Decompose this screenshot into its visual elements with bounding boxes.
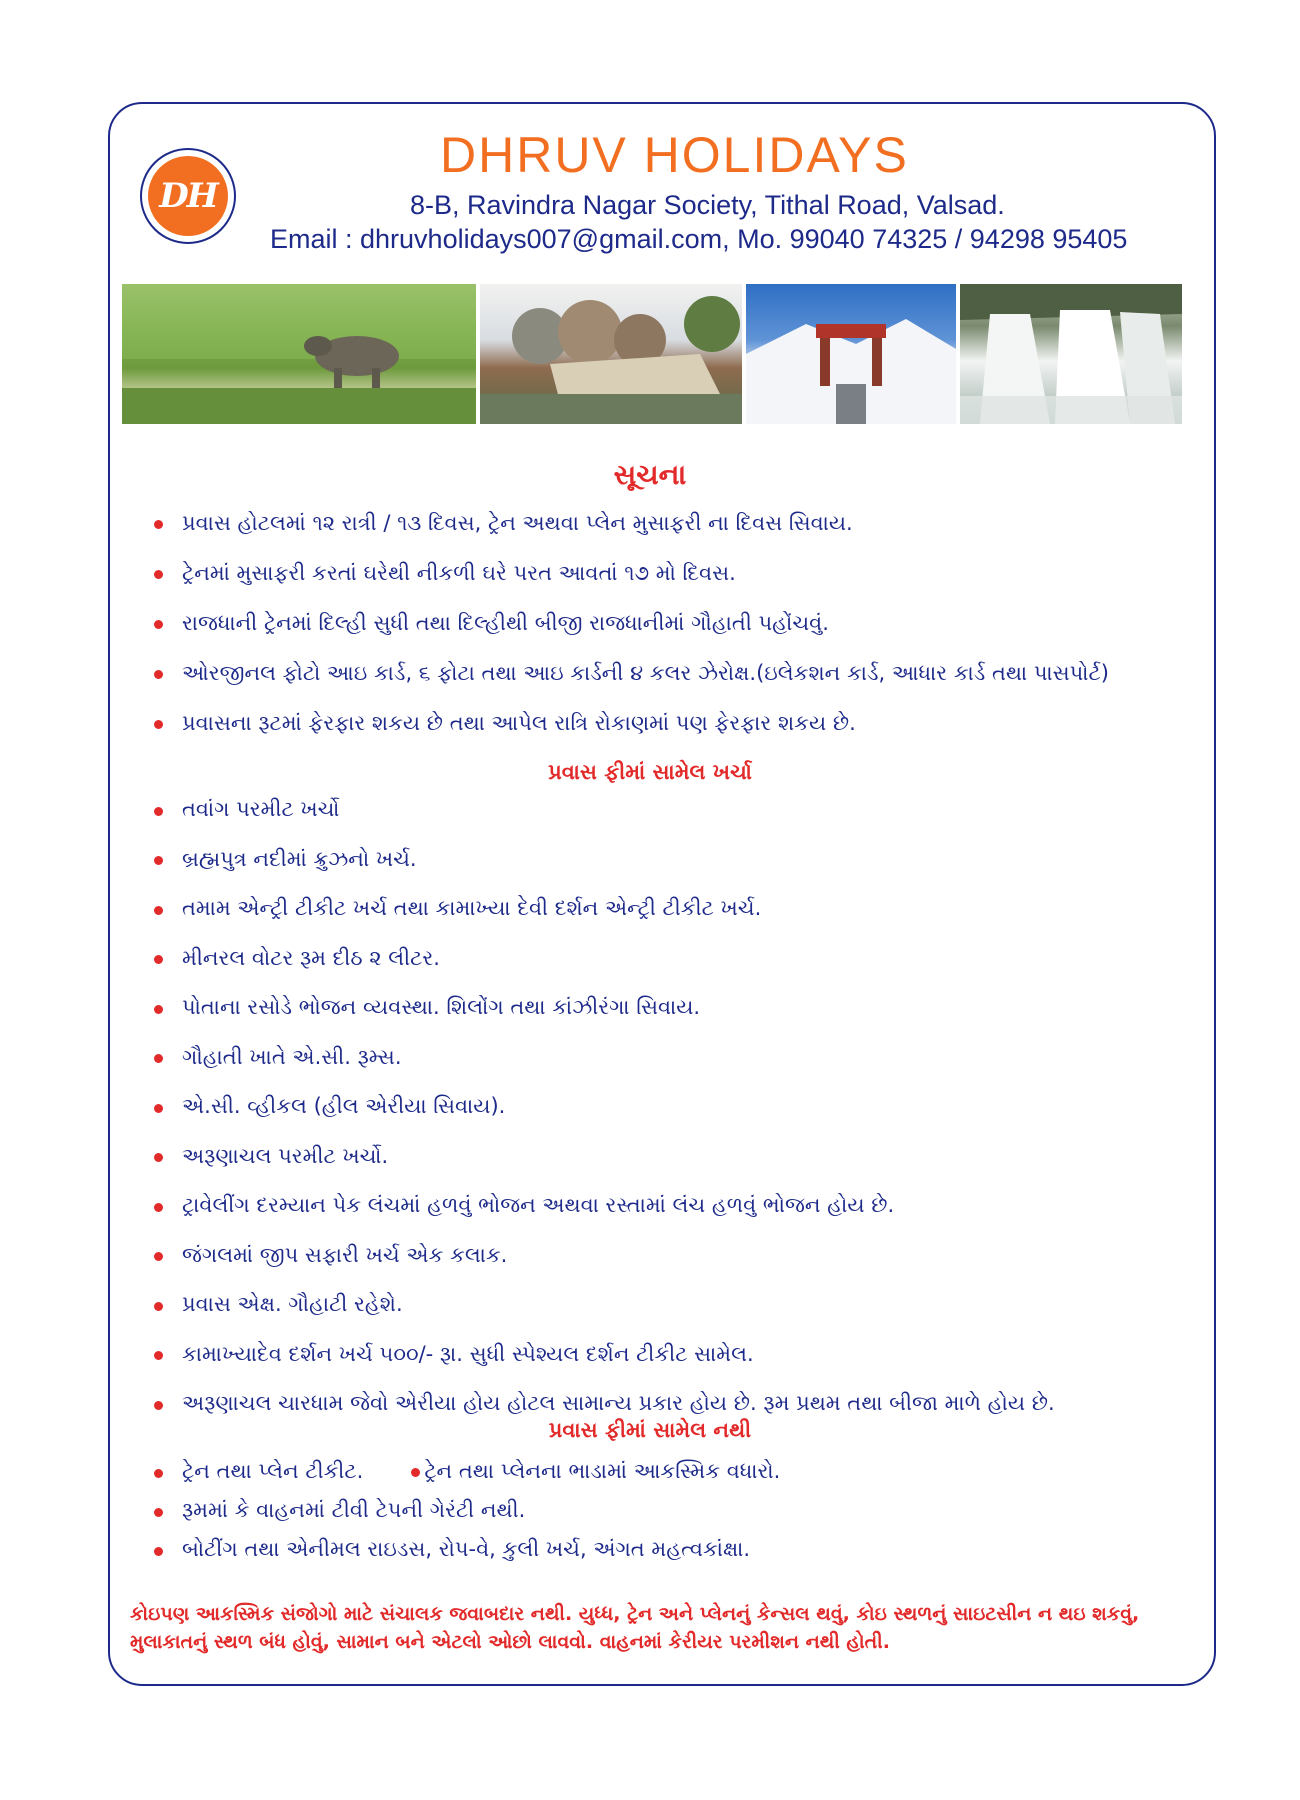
bullet-icon [154,1401,163,1410]
list-item [150,785,1210,835]
list-item-text: જંગલમાં જીપ સફારી ખર્ચ એક કલાક. [182,1242,508,1267]
list-item-text: એ.સી. વ્હીકલ (હીલ એરીયા સિવાય). [182,1094,506,1118]
list-item [150,1231,1210,1281]
company-logo [140,148,236,244]
bullet-icon [154,1203,163,1212]
list-item [150,1181,1210,1231]
included-list [150,785,1210,1429]
rhino-photo [122,284,476,424]
list-item [150,983,1210,1033]
bullet-icon [154,906,163,915]
included-title: પ્રવાસ ફીમાં સામેલ ખર્ચા [548,760,752,784]
list-item [150,1452,1210,1491]
list-item [150,835,1210,885]
gate-photo [746,284,956,424]
list-item-text: ટ્રેન તથા પ્લેન ટીકીટ. [182,1459,364,1483]
bullet-icon [154,1005,163,1014]
bullet-icon [154,1104,163,1113]
bullet-icon [154,856,163,865]
list-item-text: બોટીંગ તથા એનીમલ રાઇડસ, રોપ-વે, કુલી ખર્ચ, અંગત મહત્વકાંક્ષા. [182,1537,751,1561]
company-contact: Email : dhruvholidays007@gmail.com, Mo. 99040 74325 / 94298 95405 [270,224,1128,254]
list-item [150,1530,1210,1569]
list-item-text: તમામ એન્ટ્રી ટીકીટ ખર્ચ તથા કામાખ્યા દેવી દર્શન એન્ટ્રી ટીકીટ ખર્ચ. [182,896,762,920]
bullet-icon [154,1547,163,1556]
list-item [150,698,1210,748]
list-item-text: ટ્રેન તથા પ્લેનના ભાડામાં આકસ્મિક વધારો. [424,1459,781,1483]
bullet-icon [154,1351,163,1360]
list-item-text: પ્રવાસના રૂટમાં ફેરફાર શકય છે તથા આપેલ રાત્રિ રોકાણમાં પણ ફેરફાર શકય છે. [182,711,856,735]
list-item [150,1330,1210,1380]
list-item-text: બ્રહ્મપુત્ર નદીમાં ક્રુઝનો ખર્ચ. [182,846,417,871]
bullet-icon [154,807,163,816]
bullet-icon [154,620,163,629]
bullet-icon [154,1508,163,1517]
list-item [150,1132,1210,1182]
list-item-text: અરૂણાચલ ચારધામ જેવો એરીયા હોય હોટલ સામાન્ય પ્રકાર હોય છે. રૂમ પ્રથમ તથા બીજા માળે હોય છે. [182,1391,1055,1415]
list-item [150,934,1210,984]
list-item-text: ઓરજીનલ ફોટો આઇ કાર્ડ, ૬ ફોટા તથા આઇ કાર્ડની ૪ કલર ઝેરોક્ષ.(ઇલેકશન કાર્ડ, આધાર કાર્ડ તથા પાસપોર્ટ) [182,661,1109,685]
bullet-icon [154,720,163,729]
list-item [150,1033,1210,1083]
list-item [150,648,1210,698]
company-address: 8-B, Ravindra Nagar Society, Tithal Road, Valsad. [410,190,1005,220]
list-item-text: ગૌહાતી ખાતે એ.સી. રૂમ્સ. [182,1044,402,1069]
bullet-icon [154,1252,163,1261]
list-item [150,1082,1210,1132]
list-item-text: પ્રવાસ એક્ષ. ગૌહાટી રહેશે. [182,1292,403,1316]
bullet-icon [154,520,163,529]
bullet-icon [154,955,163,964]
bullet-icon [154,1054,163,1063]
excluded-title: પ્રવાસ ફીમાં સામેલ નથી [548,1418,752,1442]
excluded-list [150,1452,1210,1569]
list-item-text: રાજધાની ટ્રેનમાં દિલ્હી સુધી તથા દિલ્હીથી બીજી રાજધાનીમાં ગૌહાતી પહોંચવું. [182,611,829,635]
logo-monogram: DH [148,156,228,236]
notice-list [150,498,1210,748]
list-item-text: પોતાના રસોડે ભોજન વ્યવસ્થા. શિલોંગ તથા કાંઝીરંગા સિવાય. [182,995,701,1019]
list-item-text: અરૂણાચલ પરમીટ ખર્ચો. [182,1143,389,1168]
disclaimer-note: કોઇપણ આકસ્મિક સંજોગો માટે સંચાલક જવાબદાર નથી. યુધ્ધ, ટ્રેન અને પ્લેનનું કેન્સલ થવું, કોઇ સ્થળનું સાઇટસીન ન થઇ શકવું, મુલાકાતનું સ્થળ બંધ હોવું, સામાન બને એટલો ઓછો લાવવો. વાહનમાં કેરીયર પરમીશન નથી હોતી. [130,1603,1140,1653]
bullet-icon [154,570,163,579]
list-item-text: રૂમમાં કે વાહનમાં ટીવી ટેપની ગેરંટી નથી. [182,1498,526,1522]
list-item [150,548,1210,598]
list-item [150,598,1210,648]
bullet-icon [154,1469,163,1478]
notice-title: સૂચના [613,458,687,491]
list-item [150,498,1210,548]
company-name: DHRUV HOLIDAYS [440,127,909,183]
list-item [150,1491,1210,1530]
list-item [150,884,1210,934]
list-item-text: પ્રવાસ હોટલમાં ૧૨ રાત્રી / ૧૩ દિવસ, ટ્રેન અથવા પ્લેન મુસાફરી ના દિવસ સિવાય. [182,511,853,535]
bullet-icon [154,1153,163,1162]
waterfall-photo [960,284,1182,424]
bullet-icon [154,1302,163,1311]
temple-photo [480,284,742,424]
list-item [150,1280,1210,1330]
bullet-icon [154,670,163,679]
list-item-text: કામાખ્યાદેવ દર્શન ખર્ચ ૫૦૦/- રૂા. સુધી સ્પેશ્યલ દર્શન ટીકીટ સામેલ. [182,1341,754,1366]
list-item-text: તવાંગ પરમીટ ખર્ચો [182,797,340,821]
list-item-text: ટ્રાવેલીંગ દરમ્યાન પેક લંચમાં હળવું ભોજન અથવા રસ્તામાં લંચ હળવું ભોજન હોય છે. [182,1193,895,1217]
list-item-text: ટ્રેનમાં મુસાફરી કરતાં ઘરેથી નીકળી ઘરે પરત આવતાં ૧૭ મો દિવસ. [182,561,736,585]
bullet-icon [411,1468,420,1477]
list-item-text: મીનરલ વોટર રૂમ દીઠ ૨ લીટર. [182,945,440,970]
